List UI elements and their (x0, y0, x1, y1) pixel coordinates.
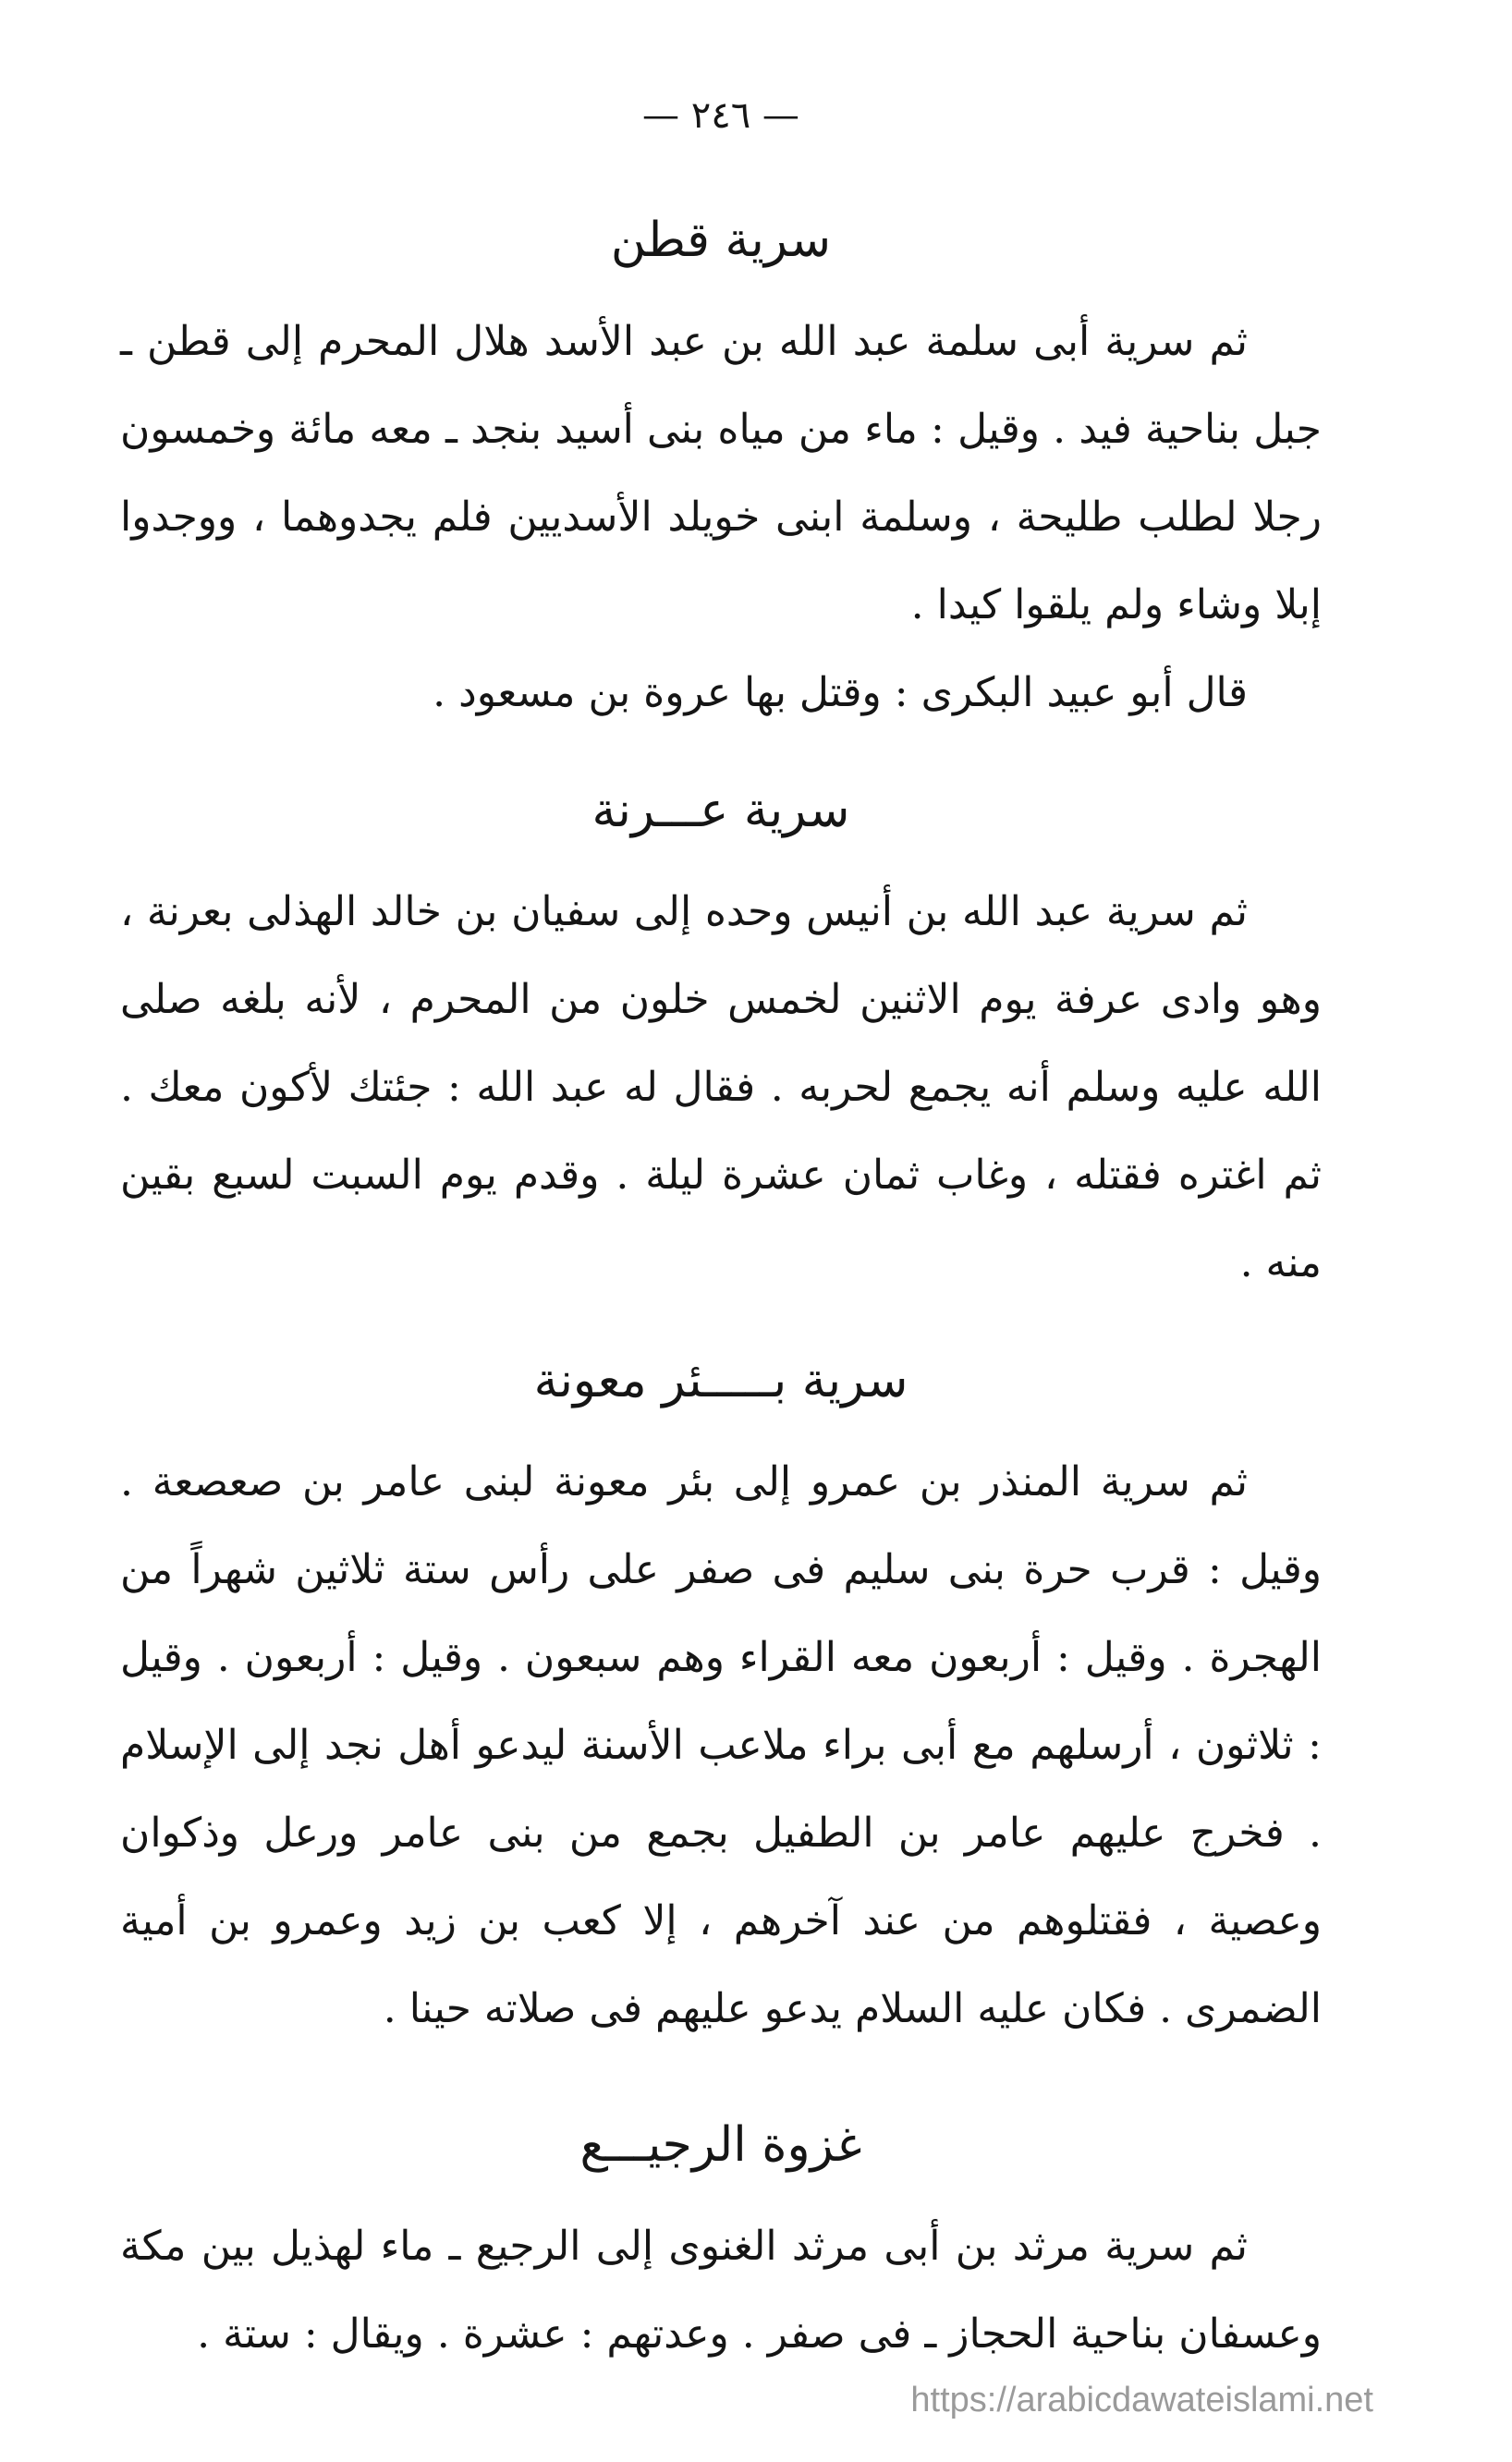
section-title: سرية عـــرنة (591, 783, 850, 838)
paragraph: ثم سرية أبى سلمة عبد الله بن عبد الأسد هلال المحرم إلى قطن ـ جبل بناحية فيد . وقيل : ماء من مياه بنى أسيد بنجد ـ معه مائة وخمسون رجلا لطلب طليحة ، وسلمة ابنى خويلد الأسديين فلم يجدوهما ، ووجدوا إبلا وشاء ولم يلقوا كيدا . (120, 318, 1322, 628)
page-body (120, 88, 1322, 2378)
watermark-url: https://arabicdawateislami.net (910, 2381, 1373, 2419)
section-bir-mauna (120, 1344, 1322, 2053)
page-number: — ٢٤٦ — (642, 94, 799, 137)
paragraph: ثم سرية المنذر بن عمرو إلى بئر معونة لبنى عامر بن صعصعة . وقيل : قرب حرة بنى سليم فى صفر على رأس ستة ثلاثين شهراً من الهجرة . وقيل : أربعون معه القراء وهم سبعون . وقيل : أربعون . وقيل : ثلاثون ، أرسلهم مع أبى براء ملاعب الأسنة ليدعو أهل نجد إلى الإسلام . فخرج عليهم عامر بن الطفيل بجمع من بنى عامر ورعل وذكوان وعصية ، فقتلوهم من عند آخرهم ، إلا كعب بن زيد وعمرو بن أمية الضمرى . فكان عليه السلام يدعو عليهم فى صلاته حينا . (120, 1458, 1322, 2032)
paragraph: قال أبو عبيد البكرى : وقتل بها عروة بن مسعود . (433, 669, 1248, 716)
paragraph: ثم سرية مرثد بن أبى مرثد الغنوى إلى الرجيع ـ ماء لهذيل بين مكة وعسفان بناحية الحجاز ـ فى صفر . وعدتهم : عشرة . ويقال : ستة . (120, 2223, 1322, 2358)
section-qatan (120, 203, 1322, 737)
section-title: سرية بـــــئر معونة (533, 1353, 908, 1408)
section-urana (120, 774, 1322, 1307)
paragraph: ثم سرية عبد الله بن أنيس وحده إلى سفيان بن خالد الهذلى بعرنة ، وهو وادى عرفة يوم الاثنين لخمس خلون من المحرم ، لأنه بلغه صلى الله عليه وسلم أنه يجمع لحربه . فقال له عبد الله : جئتك لأكون معك . ثم اغتره فقتله ، وغاب ثمان عشرة ليلة . وقدم يوم السبت لسبع بقين منه . (120, 888, 1322, 1286)
section-title: غزوة الرجيـــع (579, 2117, 862, 2173)
section-title: سرية قطن (610, 213, 832, 268)
section-rajee (120, 2108, 1322, 2378)
